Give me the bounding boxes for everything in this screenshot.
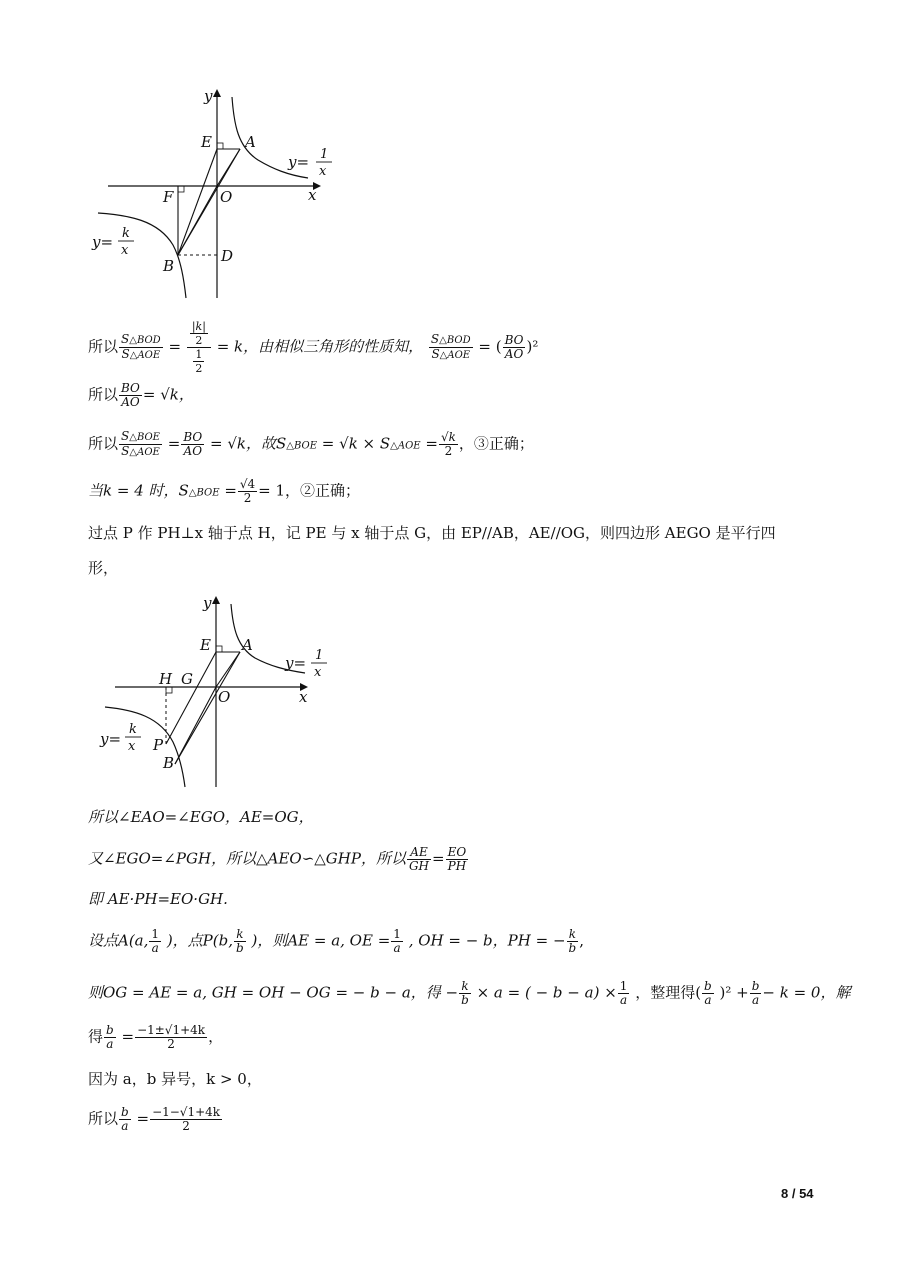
fig2-label-B: B: [163, 754, 175, 772]
fig1-label-F: F: [163, 188, 174, 206]
fig2-label-P: P: [153, 736, 164, 754]
line-similar-triangle-ratio: 所以 S△BOD S△AOE = $\frac{\frac{|k|}{2}}{\frac{1}{2}}$ = k，由相似三角形的性质知， S△BOD S△AOE = ( $\frac{BO}{AO}$ )²: [88, 320, 539, 375]
fig1-label-D: D: [221, 247, 234, 265]
fig1-label-O: O: [220, 188, 233, 206]
fig2-label-E: E: [200, 636, 211, 654]
fig1-label-E: E: [201, 133, 212, 151]
line-ae-ph: 即 AE·PH=EO·GH.: [88, 890, 228, 908]
line-angle-eao: 所以∠EAO=∠EGO，AE=OG，: [88, 808, 314, 826]
fig2-label-O: O: [218, 688, 231, 706]
line-set-points: 设点A(a, $\frac{1}{a}$ )，点P(b, $\frac{k}{b}$ )，则AE = a, OE = $\frac{1}{a}$ , OH = − b，PH = − $\frac{k}{b}$ ,: [88, 927, 584, 955]
fig2-label-x: x: [299, 688, 308, 706]
fig1-curve-left-num: k: [122, 226, 130, 241]
page-number: 8 / 54: [781, 1186, 814, 1201]
line-final-ratio: 所以 $\frac{b}{a}$ = $\frac{-1-√1+4k}{2}$: [88, 1105, 221, 1133]
line-construct-ph: 过点 P 作 PH⊥x 轴于点 H，记 PE 与 x 轴于点 G，由 EP//AB，AE//OG，则四边形 AEGO 是平行四: [88, 524, 776, 542]
fig2-label-A: A: [242, 636, 253, 654]
fig1-curve-left-den: x: [121, 243, 129, 258]
fig1-label-B: B: [163, 257, 175, 275]
fig2-label-y: y: [203, 594, 212, 612]
line-s-boe: 所以 S△BOE S△AOE = $\frac{BO}{AO}$ = √k，故S△BOE = √k × S△AOE = $\frac{√k}{2}$ ，③正确；: [88, 429, 534, 458]
line-bo-ao: 所以 $\frac{BO}{AO}$ = √k，: [88, 381, 194, 409]
line-similar-aeo-ghp: 又∠EGO=∠PGH，所以△AEO∽△GHP，所以 $\frac{AE}{GH}$ = $\frac{EO}{PH}$: [88, 845, 467, 873]
fig1-curve-right-num: 1: [320, 147, 329, 162]
fig2-label-G: G: [181, 670, 193, 688]
fig2-label-H: H: [159, 670, 173, 688]
figure-1-graph: [88, 85, 358, 300]
fig1-label-A: A: [245, 133, 256, 151]
line-solve-b-a: 得 $\frac{b}{a}$ = $\frac{-1\pm√1+4k}{2}$ ，: [88, 1023, 224, 1051]
fig2-curve-right-den: x: [314, 665, 322, 680]
line-og-ae-equation: 则OG = AE = a, GH = OH − OG = − b − a，得 − $\frac{k}{b}$ × a = ( − b − a) × $\frac{1}{a}$ ，整理得( $\frac{b}{a}$ )² + $\frac{b}{a}$ − k = 0，解: [88, 979, 851, 1007]
fig2-curve-left-num: k: [129, 722, 137, 737]
fig2-curve-left-lhs: y=: [100, 730, 122, 748]
fig2-curve-left-den: x: [128, 739, 136, 754]
fig1-curve-right-den: x: [319, 164, 327, 179]
fig2-curve-right-lhs: y=: [285, 654, 307, 672]
line-opposite-signs: 因为 a，b 异号，k > 0，: [88, 1070, 262, 1088]
figure-2-graph: [95, 592, 335, 792]
line-parallelogram-end: 形，: [88, 559, 119, 577]
line-k-equals-4: 当k = 4 时，S△BOE = $\frac{√4}{2}$ = 1，②正确；: [88, 477, 361, 505]
fig1-curve-left-lhs: y=: [92, 233, 114, 251]
fig1-label-x: x: [308, 186, 317, 204]
fig1-curve-right-lhs: y=: [288, 153, 310, 171]
fig2-curve-right-num: 1: [315, 648, 324, 663]
fig1-label-y: y: [204, 87, 213, 105]
